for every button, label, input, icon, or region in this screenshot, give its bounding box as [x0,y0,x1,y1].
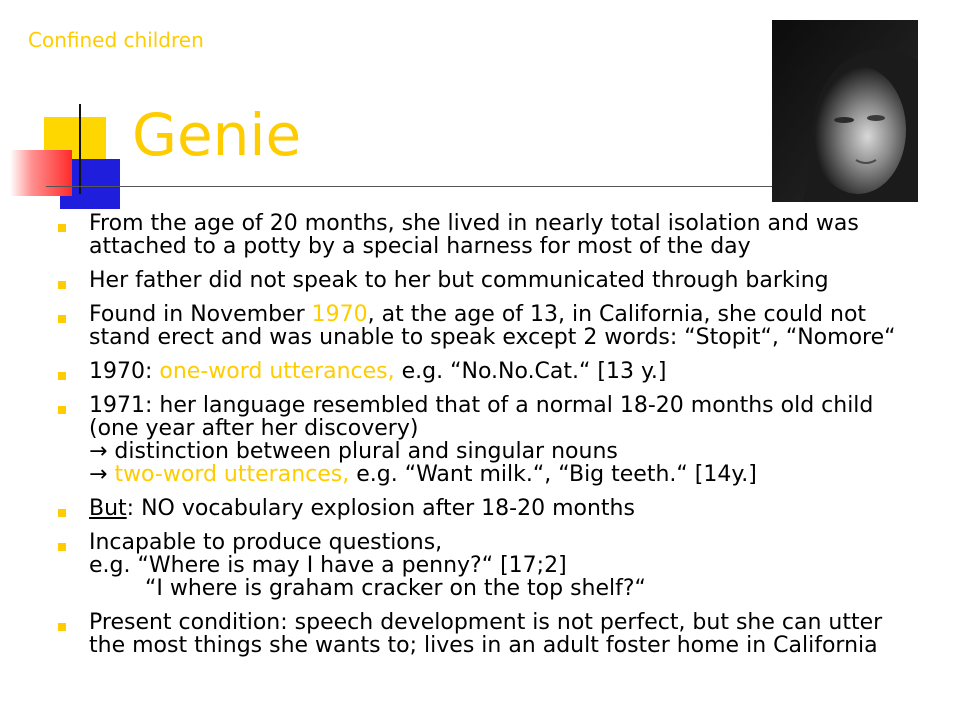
bullet-marker [58,509,66,517]
bullet-marker [58,372,66,380]
decoration-horizontal-line [46,186,776,187]
bullet-line [89,497,956,520]
text-run: , at the age of 13, in California, she could not [367,302,867,327]
slide-title: Genie [132,101,302,169]
bullet-line: e.g. “Where is may I have a penny?“ [17;2] [89,553,567,578]
bullet-but [56,497,956,520]
bullet-marker [58,315,66,323]
text-run: e.g. “Want milk.“, “Big teeth.“ [14y.] [349,462,757,487]
bullet-line [89,303,956,326]
bullet-line: (one year after her discovery) [89,416,419,441]
bullet-present [56,611,956,657]
photo-image [772,20,918,202]
bullet-marker [58,623,66,631]
bullet-line: 1971: her language resembled that of a normal 18-20 months old child [89,393,874,418]
bullet-line: stand erect and was unable to speak except 2 words: “Stopit“, “Nomore“ [89,325,896,350]
bullet-found [56,303,956,349]
bullet-isolation [56,212,956,258]
genie-photo [772,20,918,202]
bullet-father [56,269,956,292]
underlined-but: But [89,496,127,521]
highlight-two-word: two-word utterances, [114,462,350,487]
text-run: : NO vocabulary explosion after 18-20 months [126,496,635,521]
bullet-line: From the age of 20 months, she lived in nearly total isolation and was [89,211,859,236]
bullet-line: attached to a potty by a special harness for most of the day [89,234,751,259]
bullet-list [56,212,956,668]
bullet-line: Present condition: speech development is not perfect, but she can utter [89,610,883,635]
bullet-marker [58,224,66,232]
highlight-year: 1970 [311,302,368,327]
bullet-line: → distinction between plural and singular nouns [89,439,618,464]
header-label: Confined children [28,28,204,52]
decoration-red-square [10,150,72,196]
text-run: e.g. “No.No.Cat.“ [13 y.] [394,359,667,384]
bullet-line [89,463,956,486]
bullet-marker [58,281,66,289]
text-run: 1970: [89,359,160,384]
bullet-line: the most things she wants to; lives in an adult foster home in California [89,633,878,658]
decoration-vertical-line [79,104,81,194]
bullet-marker [58,543,66,551]
bullet-marker [58,406,66,414]
bullet-line: Incapable to produce questions, [89,530,443,555]
bullet-questions [56,531,956,600]
text-run: Found in November [89,302,312,327]
highlight-one-word: one-word utterances, [159,359,395,384]
bullet-1970 [56,360,956,383]
bullet-line: Her father did not speak to her but communicated through barking [89,268,829,293]
text-run: → [89,462,115,487]
bullet-1971 [56,394,956,486]
bullet-line: “I where is graham cracker on the top shelf?“ [89,576,646,601]
bullet-line [89,360,956,383]
